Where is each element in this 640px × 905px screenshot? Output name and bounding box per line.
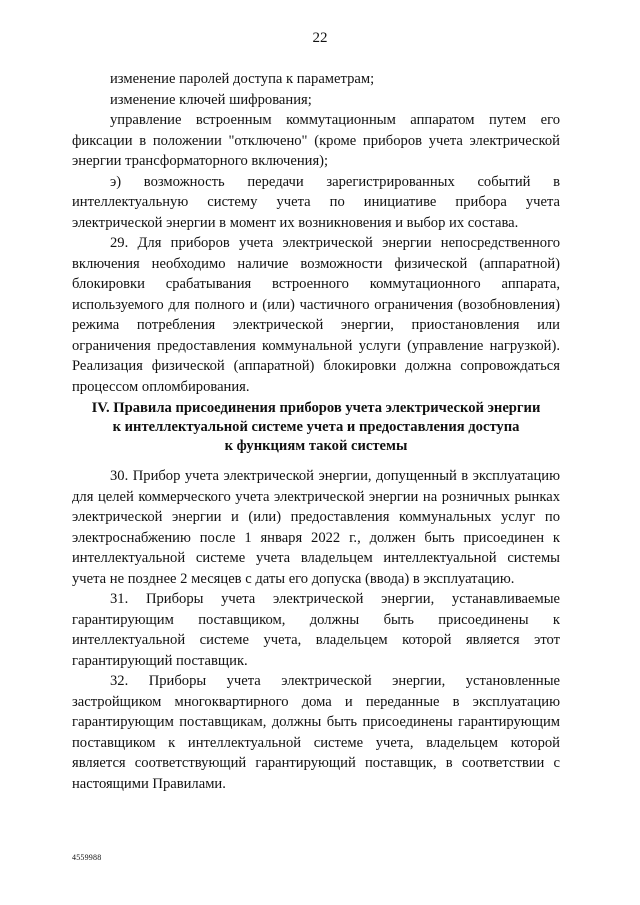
paragraph: изменение ключей шифрования; <box>110 91 312 108</box>
paragraph: управление встроенным коммутационным аппаратом путем его фиксации в положении "отключено" (кроме приборов учета электрической энергии трансформаторного включения); <box>72 112 560 169</box>
page-number: 22 <box>312 30 328 46</box>
section-heading-line: к интеллектуальной системе учета и предоставления доступа <box>112 419 520 435</box>
section-heading-line: IV. Правила присоединения приборов учета электрической энергии <box>91 400 541 416</box>
paragraph: э) возможность передачи зарегистрированных событий в интеллектуальную систему учета по инициативе прибора учета электрической энергии в момент их возникновения и выбор их состава. <box>72 173 560 231</box>
section-heading-line: к функциям такой системы <box>224 438 408 454</box>
paragraph: изменение паролей доступа к параметрам; <box>110 71 375 87</box>
text-block-top <box>72 69 560 397</box>
text-block-bottom <box>72 466 560 794</box>
paragraph-29: 29. Для приборов учета электрической энергии непосредственного включения необходимо наличие возможности физической (аппаратной) блокировки срабатывания встроенного коммутационного аппарата, используемого для полного и (или) частичного ограничения (возобновления) режима потребления электрической энергии, приостановления или ограничения предоставления коммунальной услуги (управление нагрузкой). Реализация физической (аппаратной) блокировки должна сопровождаться процессом опломбирования. <box>72 235 560 395</box>
paragraph-30: 30. Прибор учета электрической энергии, допущенный в эксплуатацию для целей коммерческого учета электрической энергии на розничных рынках электрической энергии и (или) предоставления коммунальных услуг по электроснабжению после 1 января 2022 г., должен быть присоединен к интеллектуальной системе учета владельцем интеллектуальной системы учета не позднее 2 месяцев с даты его допуска (ввода) в эксплуатацию. <box>72 468 560 587</box>
section-heading <box>72 399 560 456</box>
paragraph-31: 31. Приборы учета электрической энергии, устанавливаемые гарантирующим поставщиком, должны быть присоединены к интеллектуальной системе учета, владельцем которой является этот гарантирующий поставщик. <box>72 591 560 669</box>
paragraph-32: 32. Приборы учета электрической энергии, установленные застройщиком многоквартирного дома и переданные в эксплуатацию гарантирующим поставщикам, должны быть присоединены гарантирующим поставщиком к интеллектуальной системе учета, владельцем которой является соответствующий гарантирующий поставщик, в соответствии с настоящими Правилами. <box>72 673 560 792</box>
document-code: 4559988 <box>72 853 102 862</box>
